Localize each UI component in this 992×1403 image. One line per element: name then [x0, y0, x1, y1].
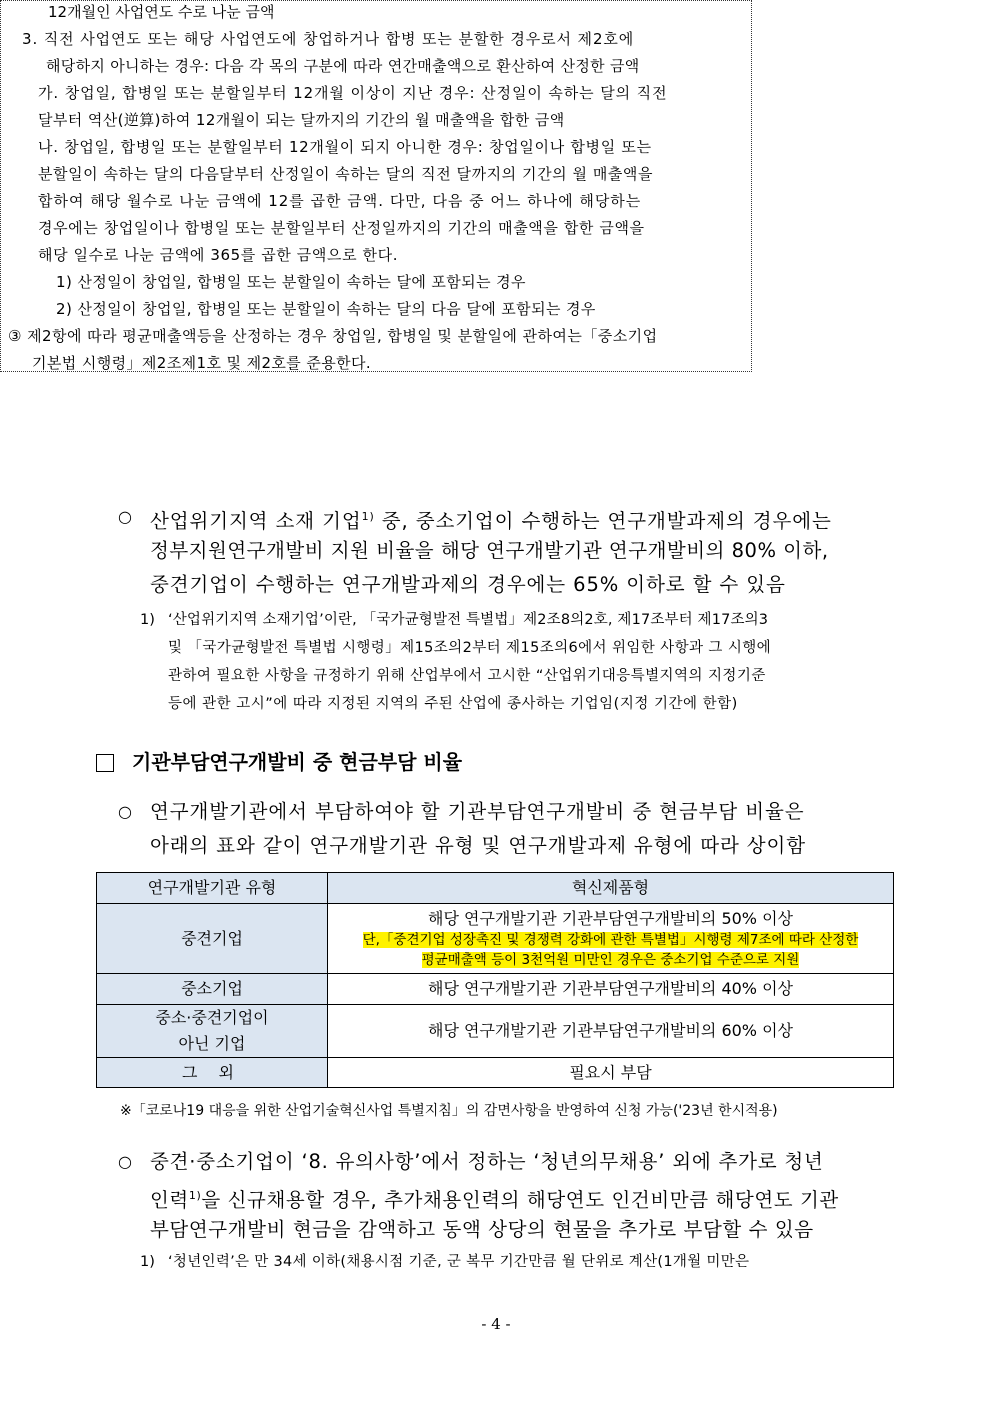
- bullet-circle: ○: [118, 1152, 132, 1171]
- law-line: 12개월인 사업연도 수로 나눈 금액: [48, 3, 275, 21]
- footnote-ref: 1): [361, 510, 375, 523]
- law-line: 3. 직전 사업연도 또는 해당 사업연도에 창업하거나 합병 또는 분할한 경우로서 제2호에: [22, 30, 635, 48]
- table-cell-type: 그 외: [97, 1058, 328, 1088]
- law-line: 나. 창업일, 합병일 또는 분할일부터 12개월이 되지 아니한 경우: 창업일이나 합병일 또는: [38, 138, 652, 156]
- value-text: 해당 연구개발기관 기관부담연구개발비의 50% 이상: [427, 908, 794, 928]
- paragraph-line: 중견기업이 수행하는 연구개발과제의 경우에는 65% 이하로 할 수 있음: [150, 573, 786, 596]
- footnote-marker: 1): [140, 1254, 155, 1270]
- bullet-circle: ○: [118, 507, 132, 526]
- law-line: 가. 창업일, 합병일 또는 분할일부터 12개월 이상이 지난 경우: 산정일이 속하는 달의 직전: [38, 84, 668, 102]
- table-row: [97, 904, 894, 974]
- paragraph-line: 부담연구개발비 현금을 감액하고 동액 상당의 현물을 추가로 부담할 수 있음: [150, 1218, 814, 1241]
- section-title: 기관부담연구개발비 중 현금부담 비율: [132, 750, 463, 774]
- footnote-line: 및 「국가균형발전 특별법 시행령」제15조의2부터 제15조의6에서 위임한 사항과 그 시행에: [168, 640, 772, 656]
- table-row: [97, 1058, 894, 1088]
- table-cell-value: 해당 연구개발기관 기관부담연구개발비의 40% 이상: [328, 974, 894, 1005]
- table-row: [97, 974, 894, 1005]
- paragraph-line: 산업위기지역 소재 기업$^{1)}$ 중, 중소기업이 수행하는 연구개발과제의 경우에는: [150, 509, 832, 533]
- table-header: 혁신제품형: [328, 873, 894, 904]
- highlighted-note: 평균매출액 등이 3천억원 미만인 경우은 중소기업 수준으로 지원: [421, 951, 800, 968]
- paragraph-line: 정부지원연구개발비 지원 비율을 해당 연구개발기관 연구개발비의 80% 이하,: [150, 539, 829, 562]
- table-header-row: [97, 873, 894, 904]
- law-line: 해당하지 아니하는 경우: 다음 각 목의 구분에 따라 연간매출액으로 환산하여 산정한 금액: [46, 57, 640, 75]
- section-checkbox-icon: [96, 754, 114, 772]
- footnote-line: 등에 관한 고시”에 따라 지정된 지역의 주된 산업에 종사하는 기업임(지정 기간에 한함): [168, 696, 738, 712]
- law-excerpt-box: [0, 0, 752, 372]
- footnote-line: ‘산업위기지역 소재기업’이란, 「국가균형발전 특별법」제2조8의2호, 제17조부터 제17조의3: [168, 612, 769, 628]
- paragraph-line: 인력$^{1)}$을 신규채용할 경우, 추가채용인력의 해당연도 인건비만큼 해당연도 기관: [150, 1188, 839, 1212]
- law-line: 기본법 시행령」제2조제1호 및 제2호를 준용한다.: [32, 354, 372, 372]
- table-cell-value: [328, 904, 894, 974]
- law-line: 2) 산정일이 창업일, 합병일 또는 분할일이 속하는 달의 다음 달에 포함되는 경우: [56, 300, 596, 318]
- bullet-circle: ○: [118, 802, 132, 821]
- table-cell-value: 필요시 부담: [328, 1058, 894, 1088]
- table-row: [97, 1005, 894, 1058]
- paragraph-line: 중견·중소기업이 ‘8. 유의사항’에서 정하는 ‘청년의무채용’ 외에 추가로 청년: [150, 1150, 824, 1173]
- paragraph-line: 아래의 표와 같이 연구개발기관 유형 및 연구개발과제 유형에 따라 상이함: [150, 834, 806, 857]
- highlighted-note: 단,「중견기업 성장촉진 및 경쟁력 강화에 관한 특별법」시행령 제7조에 따라 산정한: [362, 931, 859, 948]
- law-line: 분할일이 속하는 달의 다음달부터 산정일이 속하는 달의 직전 달까지의 기간의 월 매출액을: [38, 165, 653, 183]
- footnote-line: 관하여 필요한 사항을 규정하기 위해 산업부에서 고시한 “산업위기대응특별지역의 지정기준: [168, 668, 766, 684]
- law-line: 경우에는 창업일이나 합병일 또는 분할일부터 산정일까지의 기간의 매출액을 합한 금액을: [38, 219, 645, 237]
- law-line: 달부터 역산(逆算)하여 12개월이 되는 달까지의 기간의 월 매출액을 합한 금액: [38, 111, 565, 129]
- law-line: 합하여 해당 월수로 나눈 금액에 12를 곱한 금액. 다만, 다음 중 어느 하나에 해당하는: [38, 192, 642, 210]
- law-line: 해당 일수로 나눈 금액에 365를 곱한 금액으로 한다.: [38, 246, 399, 264]
- law-line: 1) 산정일이 창업일, 합병일 또는 분할일이 속하는 달에 포함되는 경우: [56, 273, 526, 291]
- page-number: - 4 -: [481, 1315, 511, 1333]
- cash-ratio-table: [96, 872, 894, 1088]
- footnote-line: ‘청년인력’은 만 34세 이하(채용시점 기준, 군 복무 기간만큼 월 단위로 계산(1개월 미만은: [168, 1254, 750, 1270]
- law-line: ③ 제2항에 따라 평균매출액등을 산정하는 경우 창업일, 합병일 및 분할일에 관하여는「중소기업: [8, 327, 658, 345]
- footnote-marker: 1): [140, 612, 155, 628]
- paragraph-line: 연구개발기관에서 부담하여야 할 기관부담연구개발비 중 현금부담 비율은: [150, 800, 805, 823]
- table-header: 연구개발기관 유형: [97, 873, 328, 904]
- table-cell-type: 중견기업: [97, 904, 328, 974]
- table-cell-value: 해당 연구개발기관 기관부담연구개발비의 60% 이상: [328, 1005, 894, 1058]
- table-cell-type: 중소·중견기업이 아닌 기업: [97, 1005, 328, 1058]
- table-note: ※「코로나19 대응을 위한 산업기술혁신사업 특별지침」의 감면사항을 반영하여 신청 가능('23년 한시적용): [120, 1103, 778, 1119]
- table-cell-type: 중소기업: [97, 974, 328, 1005]
- footnote-ref: 1): [188, 1189, 202, 1202]
